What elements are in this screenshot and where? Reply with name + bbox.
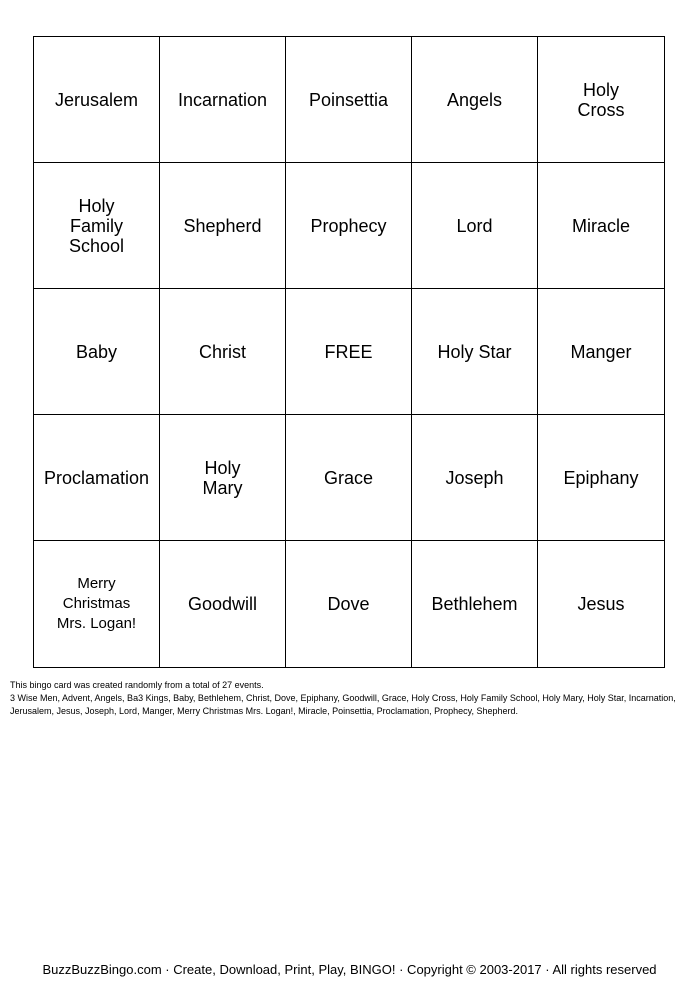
bingo-cell: Miracle: [538, 163, 664, 289]
bingo-cell: Holy Star: [412, 289, 538, 415]
bingo-cell: Holy Cross: [538, 37, 664, 163]
bingo-cell: Goodwill: [160, 541, 286, 667]
bingo-cell: Jesus: [577, 594, 625, 614]
bingo-cell: Christ: [160, 289, 286, 415]
bingo-cell: Jerusalem: [34, 37, 160, 163]
bingo-card: [33, 36, 665, 668]
bingo-cell: Holy Mary: [160, 415, 286, 541]
bingo-cell: Joseph: [412, 415, 538, 541]
bingo-cell: Manger: [538, 289, 664, 415]
bingo-free-cell: FREE: [286, 289, 412, 415]
bingo-cell: Baby: [34, 289, 160, 415]
card-notes: [10, 679, 690, 718]
bingo-cell: Lord: [412, 163, 538, 289]
bingo-cell: Merry Christmas Mrs. Logan!: [34, 541, 160, 667]
notes-summary: This bingo card was created randomly from a total of 27 events.: [10, 680, 264, 690]
notes-event-list: 3 Wise Men, Advent, Angels, Ba3 Kings, Baby, Bethlehem, Christ, Dove, Epiphany, Goodwill, Grace, Holy Cross, Holy Family School, Holy Mary, Holy Star, Incarnation, Jerusalem, Jesus, Joseph, Lord, Manger, Merry Christmas Mrs. Logan!, Miracle, Poinsettia, Proclamation, Prophecy, Shepherd.: [10, 693, 676, 716]
bingo-cell: Epiphany: [538, 415, 664, 541]
bingo-cell: Incarnation: [160, 37, 286, 163]
bingo-cell: Angels: [412, 37, 538, 163]
bingo-cell: Shepherd: [160, 163, 286, 289]
bingo-cell: Proclamation: [34, 415, 160, 541]
bingo-cell: Dove: [286, 541, 412, 667]
bingo-cell: Poinsettia: [286, 37, 412, 163]
bingo-cell: Grace: [286, 415, 412, 541]
bingo-cell: Holy Family School: [34, 163, 160, 289]
bingo-cell: Bethlehem: [412, 541, 538, 667]
page-footer: BuzzBuzzBingo.com · Create, Download, Print, Play, BINGO! · Copyright © 2003-2017 · All rights reserved: [42, 962, 657, 977]
bingo-cell: Prophecy: [286, 163, 412, 289]
